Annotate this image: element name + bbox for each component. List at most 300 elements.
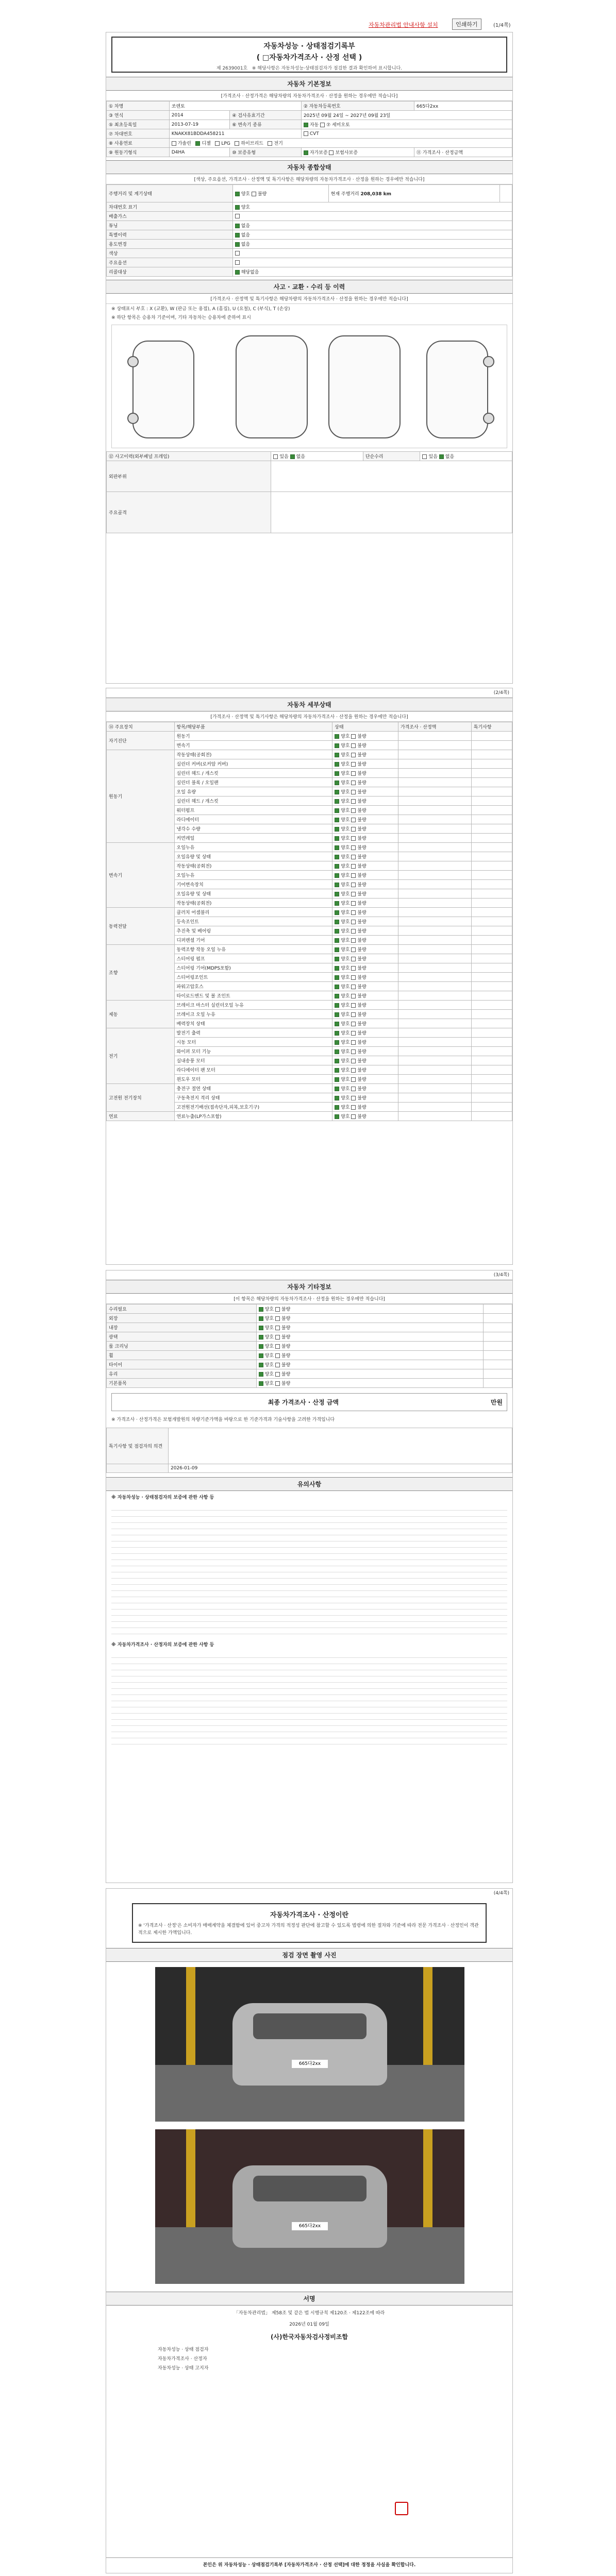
checkbox-good xyxy=(335,1040,339,1045)
status-item: 차대번호 표기 xyxy=(107,202,233,212)
checkbox-good xyxy=(335,753,339,757)
checkbox-bad xyxy=(351,1031,356,1036)
other-row xyxy=(107,1360,512,1369)
status-good: 양호 xyxy=(341,836,350,841)
checkbox-bad xyxy=(351,1068,356,1073)
document-subtitle: ( □자동차가격조사 · 산정 선택 ) xyxy=(256,54,362,62)
label-fuel: ⑧ 사용연료 xyxy=(107,139,170,148)
checkbox-bad xyxy=(351,966,356,971)
label-vin: ⑦ 차대번호 xyxy=(107,129,170,139)
status-good: 양호 xyxy=(341,771,350,776)
remark-cell xyxy=(471,824,512,834)
other-row-value: 양호 불량 xyxy=(256,1342,483,1351)
remark-cell xyxy=(471,1001,512,1010)
outer-panel-label: 외판부위 xyxy=(107,461,271,492)
status-good: 양호 xyxy=(341,1012,350,1018)
item-label: 배력장치 상태 xyxy=(174,1019,332,1028)
value-vin: KNAKX81BDDA458211 xyxy=(169,129,301,139)
checkbox-good xyxy=(259,1363,263,1367)
date-label xyxy=(107,1464,169,1473)
print-button[interactable]: 인쇄하기 xyxy=(452,19,481,30)
checkbox-good xyxy=(335,1096,339,1100)
remark-cell xyxy=(471,796,512,806)
remark-cell xyxy=(471,806,512,815)
checkbox-bad xyxy=(351,994,356,998)
other-row xyxy=(107,1351,512,1360)
price-cell xyxy=(398,1075,471,1084)
remark-cell xyxy=(471,1112,512,1121)
other-row-label: 타이어 xyxy=(107,1360,257,1369)
status-good: 양호 xyxy=(341,975,350,980)
value-inspection-period: 2025년 09월 24일 ~ 2027년 09월 23일 xyxy=(301,111,512,120)
status-bad: 불량 xyxy=(357,985,367,990)
status-bad: 불량 xyxy=(357,864,367,869)
item-status xyxy=(332,1047,398,1056)
status-good: 양호 xyxy=(341,901,350,906)
organization-name: (사)한국자동차검사정비조합 xyxy=(270,2333,348,2341)
other-info-note: [이 항목은 해당차량의 자동차가격조사 · 산정을 원하는 경우에만 적습니다] xyxy=(106,1294,512,1304)
label-engine: ⑨ 원동기형식 xyxy=(107,148,170,157)
checkbox-bad xyxy=(351,1012,356,1017)
value-engine: D4HA xyxy=(169,148,230,157)
col-header: 상태 xyxy=(332,722,398,732)
item-status xyxy=(332,1103,398,1112)
checkbox-bad xyxy=(275,1307,280,1312)
item-status xyxy=(332,991,398,1001)
price-cell xyxy=(483,1332,512,1342)
fuel-hybrid: 하이브리드 xyxy=(241,141,263,146)
remark-cell xyxy=(471,815,512,824)
warranty-insurer: 보험사보증 xyxy=(335,150,358,156)
accident-note: [가격조사 · 산정액 및 특기사항은 해당차량의 자동차가격조사 · 산정을 원하는 경우에만 적습니다] xyxy=(106,294,512,304)
basic-info-heading: 자동차 기본정보 xyxy=(106,77,512,91)
photos-area xyxy=(106,1962,512,2292)
checkbox-bad xyxy=(351,883,356,887)
item-status xyxy=(332,945,398,954)
notice-heading: 유의사항 xyxy=(106,1477,512,1491)
other-info-table xyxy=(106,1304,512,1388)
checkbox-bad xyxy=(351,929,356,934)
checkbox-good xyxy=(335,1105,339,1110)
status-bad: 불량 xyxy=(357,938,367,943)
item-status xyxy=(332,1038,398,1047)
other-row xyxy=(107,1342,512,1351)
remark-cell xyxy=(471,778,512,787)
group-label: 동력전달 xyxy=(107,908,175,945)
checkbox-bad xyxy=(252,192,256,196)
checkbox-bad xyxy=(351,1049,356,1054)
label-first-reg: ⑤ 최초등록일 xyxy=(107,120,170,129)
price-cell xyxy=(398,861,471,871)
checkbox-good xyxy=(335,1012,339,1017)
remark-cell xyxy=(471,750,512,759)
warranty-self: 자가보증 xyxy=(309,150,328,156)
remark-cell xyxy=(471,963,512,973)
notice-body-1 xyxy=(111,1504,507,1638)
signature-row: 자동차성능 · 상태 고지자 xyxy=(158,2366,209,2371)
item-label: 스티어링 기어(MDPS포함) xyxy=(174,963,332,973)
final-price-note: ※ 가격조사 · 산정가격은 보험개발원의 차량기준가액을 바탕으로 한 기준가격과 기술사항을 고려한 가격입니다 xyxy=(111,1417,335,1422)
remark-cell xyxy=(471,1038,512,1047)
checkbox-good xyxy=(259,1381,263,1386)
checkbox-bad xyxy=(351,1003,356,1008)
detail-row xyxy=(107,1084,512,1093)
checkbox-good xyxy=(335,985,339,989)
status-good: 양호 xyxy=(341,762,350,767)
price-info-title: 자동차가격조사 · 산정이란 xyxy=(270,1911,349,1919)
price-cell xyxy=(398,769,471,778)
page-1 xyxy=(106,32,513,684)
document-title: 자동차성능 · 상태점검기록부 xyxy=(263,42,355,50)
checkbox-good xyxy=(335,994,339,998)
status-good: 양호 xyxy=(341,781,350,786)
status-bad: 불량 xyxy=(357,855,367,860)
checkbox-good xyxy=(235,192,240,196)
remark-cell xyxy=(471,880,512,889)
checkbox-lpg xyxy=(215,141,220,146)
other-row-value: 양호 불량 xyxy=(256,1360,483,1369)
checkbox-none xyxy=(439,454,444,459)
remark-cell xyxy=(471,1028,512,1038)
notice-section-2: ※ 자동차가격조사 · 산정자의 보증에 관한 사항 등 xyxy=(111,1642,214,1648)
signature-heading: 서명 xyxy=(106,2292,512,2306)
label-transmission: ⑥ 변속기 종류 xyxy=(230,120,301,129)
item-status xyxy=(332,908,398,917)
item-status xyxy=(332,954,398,963)
checkbox-bad xyxy=(275,1344,280,1349)
item-label: 오일유량 및 상태 xyxy=(174,852,332,861)
item-status xyxy=(332,1019,398,1028)
checkbox-bad xyxy=(351,771,356,776)
checkbox-bad xyxy=(275,1335,280,1340)
signature-date: 2026년 01월 09일 xyxy=(289,2322,329,2327)
checkbox-good xyxy=(335,1068,339,1073)
price-cell xyxy=(398,982,471,991)
checkbox-good xyxy=(335,1077,339,1082)
page-4 xyxy=(106,1888,513,2573)
item-status xyxy=(332,871,398,880)
price-cell xyxy=(398,796,471,806)
remark-cell xyxy=(471,1075,512,1084)
price-cell xyxy=(398,899,471,908)
item-label: 커먼레일 xyxy=(174,834,332,843)
detail-table xyxy=(106,722,512,1121)
law-notice-link[interactable]: 자동차관리법 안내사항 설치 xyxy=(369,22,438,28)
checkbox-bad xyxy=(351,938,356,943)
other-row-value: 양호 불량 xyxy=(256,1369,483,1379)
other-row-label: 휠 xyxy=(107,1351,257,1360)
group-label: 변속기 xyxy=(107,843,175,908)
price-cell xyxy=(398,778,471,787)
checkbox-good xyxy=(335,790,339,794)
checkbox-bad xyxy=(351,818,356,822)
remark-cell xyxy=(471,917,512,926)
checkbox-good xyxy=(335,1049,339,1054)
label-year: ③ 연식 xyxy=(107,111,170,120)
checkbox-bad xyxy=(351,873,356,878)
price-cell xyxy=(398,954,471,963)
top-bar xyxy=(106,18,513,30)
checkbox-good xyxy=(259,1335,263,1340)
detail-row xyxy=(107,843,512,852)
document-header xyxy=(111,37,507,73)
checkbox-bad xyxy=(351,957,356,961)
other-row-value: 양호 불량 xyxy=(256,1314,483,1323)
checkbox-bad xyxy=(351,910,356,915)
status-heading: 자동차 종합상태 xyxy=(106,160,512,174)
price-cell xyxy=(398,1038,471,1047)
checkbox-good xyxy=(335,1114,339,1119)
other-row xyxy=(107,1323,512,1332)
document-number: 제 2639001호 xyxy=(216,66,248,71)
other-info-heading: 자동차 기타정보 xyxy=(106,1280,512,1294)
item-status xyxy=(332,1028,398,1038)
fuel-lpg: LPG xyxy=(221,141,230,146)
item-status xyxy=(332,1075,398,1084)
checkbox-auto xyxy=(304,123,308,127)
checkbox-bad xyxy=(351,808,356,813)
item-label: 연료누출(LP가스포함) xyxy=(174,1112,332,1121)
other-row-label: 수리필요 xyxy=(107,1304,257,1314)
checkbox-bad xyxy=(351,892,356,896)
status-good: 양호 xyxy=(341,743,350,749)
price-cell xyxy=(398,1103,471,1112)
price-cell xyxy=(398,843,471,852)
wheel xyxy=(127,356,139,367)
status-bad: 불량 xyxy=(357,1003,367,1008)
checkbox-good xyxy=(335,1031,339,1036)
item-label: 스티어링 펌프 xyxy=(174,954,332,963)
remark-cell xyxy=(471,973,512,982)
confirmation-text: 본인은 위 자동차성능 · 상태점검기록부 [자동차가격조사 · 산정 선택]에 대한 정정을 사실을 확인합니다. xyxy=(106,2557,512,2568)
main-frame-label: 주요골격 xyxy=(107,492,271,533)
item-label: 워터펌프 xyxy=(174,806,332,815)
other-row xyxy=(107,1332,512,1342)
item-label: 윈도우 모터 xyxy=(174,1075,332,1084)
remark-cell xyxy=(471,759,512,769)
checkbox xyxy=(422,454,427,459)
checkbox-good xyxy=(335,947,339,952)
remark-cell xyxy=(471,945,512,954)
status-bad: 불량 xyxy=(357,1012,367,1018)
checkbox-good xyxy=(335,808,339,813)
checkbox-bad xyxy=(351,901,356,906)
group-label: 조향 xyxy=(107,945,175,1001)
checkbox-good xyxy=(335,743,339,748)
status-item: 배출가스 xyxy=(107,212,233,221)
remark-cell xyxy=(471,1056,512,1065)
group-label: 고전원 전기장치 xyxy=(107,1084,175,1112)
status-good: 양호 xyxy=(341,855,350,860)
price-cell xyxy=(398,852,471,861)
final-price-title: 최종 가격조사 · 산정 금액 xyxy=(268,1399,339,1406)
remark-cell xyxy=(471,787,512,796)
item-status xyxy=(332,917,398,926)
accident-table: ⑫ 사고이력(외부패널 프레임) 있음 없음 단순수리 있음 없음 외판부위 주요골격 xyxy=(106,451,512,533)
checkbox-bad xyxy=(351,1087,356,1091)
final-price-unit: 만원 xyxy=(490,1399,503,1406)
item-status xyxy=(332,926,398,936)
item-label: 실린더 헤드 / 개스킷 xyxy=(174,796,332,806)
car-top-view xyxy=(236,335,308,438)
status-bad: 불량 xyxy=(357,808,367,814)
checkbox-good xyxy=(335,892,339,896)
checkbox-good xyxy=(335,781,339,785)
status-bad: 불량 xyxy=(357,1040,367,1045)
price-info-box xyxy=(132,1903,487,1943)
checkbox-good xyxy=(335,836,339,841)
col-header: 가격조사 · 산정액 xyxy=(398,722,471,732)
group-label: 자기진단 xyxy=(107,732,175,750)
legend-text: ※ 상태표시 부호 : X (교환), W (판금 또는 용접), A (흠집), U (요철), C (부식), T (손상) xyxy=(111,307,290,312)
remark-cell xyxy=(471,936,512,945)
price-cell xyxy=(483,1369,512,1379)
other-row-label: 룸 크리닝 xyxy=(107,1342,257,1351)
checkbox-bad xyxy=(275,1353,280,1358)
checkbox-bad xyxy=(351,790,356,794)
inspection-date: 2026-01-09 xyxy=(169,1464,512,1473)
item-status xyxy=(332,843,398,852)
price-cell xyxy=(398,945,471,954)
status-good: 양호 xyxy=(341,808,350,814)
wheel xyxy=(483,356,494,367)
status-bad: 불량 xyxy=(357,1068,367,1073)
accident-history-label: ⑫ 사고이력(외부패널 프레임) xyxy=(107,452,271,461)
checkbox-good xyxy=(335,966,339,971)
status-good: 양호 xyxy=(341,929,350,934)
checkbox-good xyxy=(335,855,339,859)
status-good: 양호 xyxy=(341,1022,350,1027)
status-item: 용도변경 xyxy=(107,240,233,249)
status-good: 양호 xyxy=(341,799,350,804)
status-good: 양호 xyxy=(341,864,350,869)
detail-heading: 자동차 세부상태 xyxy=(106,698,512,711)
value-first-reg: 2013-07-19 xyxy=(169,120,230,129)
status-note: [색상, 주요옵션, 가격조사 · 산정액 및 특기사항은 해당차량의 자동차가격조사 · 산정을 원하는 경우에만 적습니다] xyxy=(106,174,512,184)
car-damage-diagram xyxy=(111,325,507,448)
other-row-value: 양호 불량 xyxy=(256,1323,483,1332)
license-plate: 665다2xx xyxy=(292,2222,328,2230)
status-good: 양호 xyxy=(341,910,350,916)
status-bad: 불량 xyxy=(357,753,367,758)
detail-row xyxy=(107,1001,512,1010)
status-bad: 불량 xyxy=(357,762,367,767)
checkbox-insurer-warranty xyxy=(329,150,334,155)
item-status xyxy=(332,769,398,778)
checkbox-good xyxy=(335,1003,339,1008)
price-cell xyxy=(398,1065,471,1075)
label-car-name: ① 차명 xyxy=(107,101,170,111)
item-label: 클러치 어셈블리 xyxy=(174,908,332,917)
checkbox-none xyxy=(290,454,295,459)
item-status xyxy=(332,1056,398,1065)
item-status xyxy=(332,806,398,815)
checkbox-good xyxy=(259,1316,263,1321)
remark-cell xyxy=(471,954,512,963)
price-cell xyxy=(398,926,471,936)
wheel xyxy=(127,413,139,424)
item-label: 발전기 출력 xyxy=(174,1028,332,1038)
other-row-value: 양호 불량 xyxy=(256,1304,483,1314)
checkbox-good xyxy=(335,818,339,822)
status-good: 양호 xyxy=(341,1077,350,1082)
car-bottom-view xyxy=(328,335,401,438)
checkbox-bad xyxy=(351,836,356,841)
status-good: 양호 xyxy=(341,1087,350,1092)
other-row xyxy=(107,1369,512,1379)
price-cell xyxy=(398,1010,471,1019)
status-bad: 불량 xyxy=(357,1031,367,1036)
checkbox-bad xyxy=(351,1114,356,1119)
checkbox-bad xyxy=(351,920,356,924)
status-good: 양호 xyxy=(341,734,350,739)
price-cell xyxy=(398,732,471,741)
accident-heading: 사고 · 교환 · 수리 등 이력 xyxy=(106,280,512,294)
price-cell xyxy=(398,1093,471,1103)
status-item: 주요옵션 xyxy=(107,258,233,267)
item-status xyxy=(332,973,398,982)
value-transmission: 자동 xyxy=(309,123,319,128)
label-inspection-period: ④ 검사유효기간 xyxy=(230,111,301,120)
checkbox-good xyxy=(259,1344,263,1349)
checkbox-good xyxy=(335,901,339,906)
remark-cell xyxy=(471,861,512,871)
checkbox-bad xyxy=(351,753,356,757)
status-good: 양호 xyxy=(341,753,350,758)
checkbox-not-applicable xyxy=(235,270,240,275)
remark-cell xyxy=(471,1047,512,1056)
signature-text: 「자동차관리법」 제58조 및 같은 법 시행규칙 제120조 · 제122조에 따라 xyxy=(234,2311,385,2316)
status-good: 양호 xyxy=(341,938,350,943)
checkbox-good xyxy=(335,929,339,934)
status-bad: 불량 xyxy=(357,1096,367,1101)
checkbox-good xyxy=(335,864,339,869)
option-semi-auto: ⑦ 세미오토 xyxy=(326,123,350,128)
price-cell xyxy=(398,750,471,759)
item-label: 타이로드엔드 및 볼 조인트 xyxy=(174,991,332,1001)
group-label: 연료 xyxy=(107,1112,175,1121)
checkbox-bad xyxy=(351,864,356,869)
price-cell xyxy=(398,936,471,945)
price-cell xyxy=(483,1379,512,1388)
status-good: 양호 xyxy=(341,947,350,953)
other-row xyxy=(107,1304,512,1314)
other-row-label: 기본품목 xyxy=(107,1379,257,1388)
status-good: 양호 xyxy=(341,1049,350,1055)
remark-cell xyxy=(471,982,512,991)
checkbox-good xyxy=(335,1022,339,1026)
checkbox-good xyxy=(335,910,339,915)
other-row xyxy=(107,1379,512,1388)
signature-row: 자동차가격조사 · 산정자 xyxy=(158,2357,207,2362)
detail-row xyxy=(107,1112,512,1121)
remark-cell xyxy=(471,834,512,843)
checkbox-good xyxy=(335,799,339,804)
price-cell xyxy=(398,806,471,815)
wheel xyxy=(483,413,494,424)
item-status xyxy=(332,936,398,945)
price-cell xyxy=(398,815,471,824)
status-bad: 불량 xyxy=(357,910,367,916)
simple-repair-label: 단순수리 xyxy=(363,452,420,461)
checkbox-good xyxy=(335,873,339,878)
status-bad: 불량 xyxy=(357,901,367,906)
group-label: 전기 xyxy=(107,1028,175,1084)
checkbox-self-warranty xyxy=(304,150,308,155)
item-label: 브레이크 마스터 실린더오일 누유 xyxy=(174,1001,332,1010)
item-label: 브레이크 오일 누유 xyxy=(174,1010,332,1019)
header-note: ※ 해당사항은 자동차성능·상태점검자가 점검한 결과 확인하여 표시합니다. xyxy=(252,66,403,71)
